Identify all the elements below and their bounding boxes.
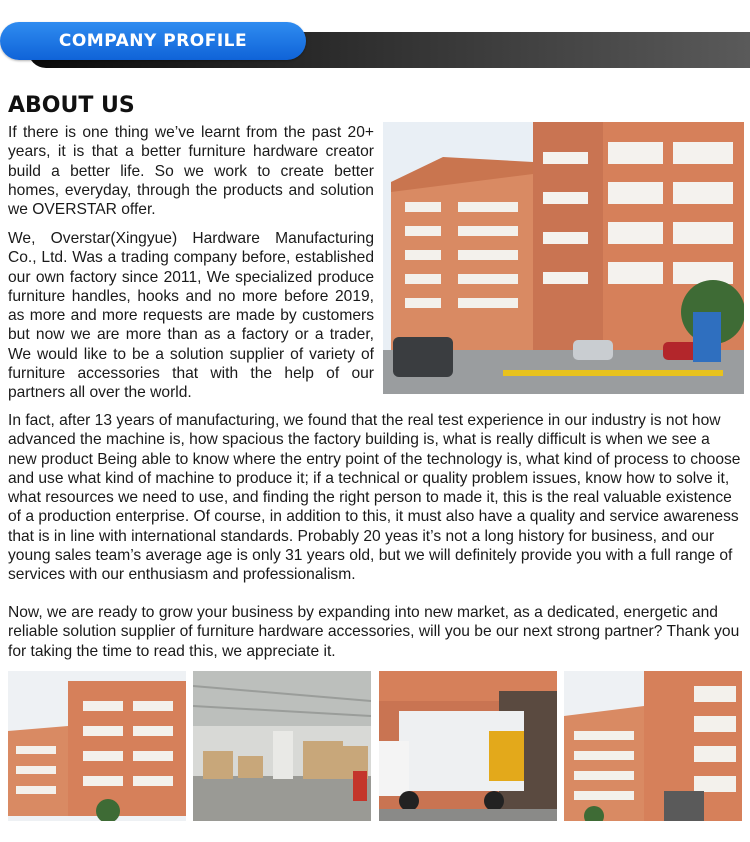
warehouse-interior-photo (193, 671, 371, 821)
about-paragraph-4: Now, we are ready to grow your business by expanding into new market, as a dedicated, energetic and reliable solution supplier of furniture hardware accessories, will you be our next strong partner? Thank you for taking the time to read this, we appreciate it. (8, 604, 740, 660)
factory-building-photo (383, 122, 744, 394)
banner-title: COMPANY PROFILE (58, 31, 248, 51)
about-paragraph-3: In fact, after 13 years of manufacturing, we found that the real test experience in our industry is not how advanced the machine is, how spacious the factory building is, what is really difficult is when we see a new product Being able to know where the entry point of the technology is, what kind of process to choose and use what kind of machine to produce it; if a technical or quality problem issues, know how to solve it, what resources we need to use, and finding the right person to made it, this is the real valuable existence of a production enterprise. Of course, in addition to this, it must also have a quality and service awareness that is in line with international standards. Probably 20 yeas it’s not a long history for business, and our young sales team’s average age is only 31 years old, but we will definitely provide you with a full range of services with our enthusiasm and professionalism. (8, 412, 741, 584)
about-heading: ABOUT US (8, 93, 135, 118)
about-paragraph-2: We, Overstar(Xingyue) Hardware Manufacturing Co., Ltd. Was a trading company before, established our own factory since 2011, We specialized produce furniture handles, hooks and no more before 2019, as more and more requests are made by customers but now we are more than as a factory or a trader, We would like to be a solution supplier of variety of furniture accessories that with the help of our partners all over the world. (8, 230, 374, 402)
section-banner (0, 20, 750, 72)
office-building-photo (564, 671, 742, 821)
building-exterior-photo (8, 671, 186, 821)
about-paragraph-1: If there is one thing we’ve learnt from the past 20+ years, it is that a better furniture hardware creator build a better life. So we work to create better homes, everyday, through the products and solution we OVERSTAR offer. (8, 124, 374, 219)
delivery-truck-photo (379, 671, 557, 821)
